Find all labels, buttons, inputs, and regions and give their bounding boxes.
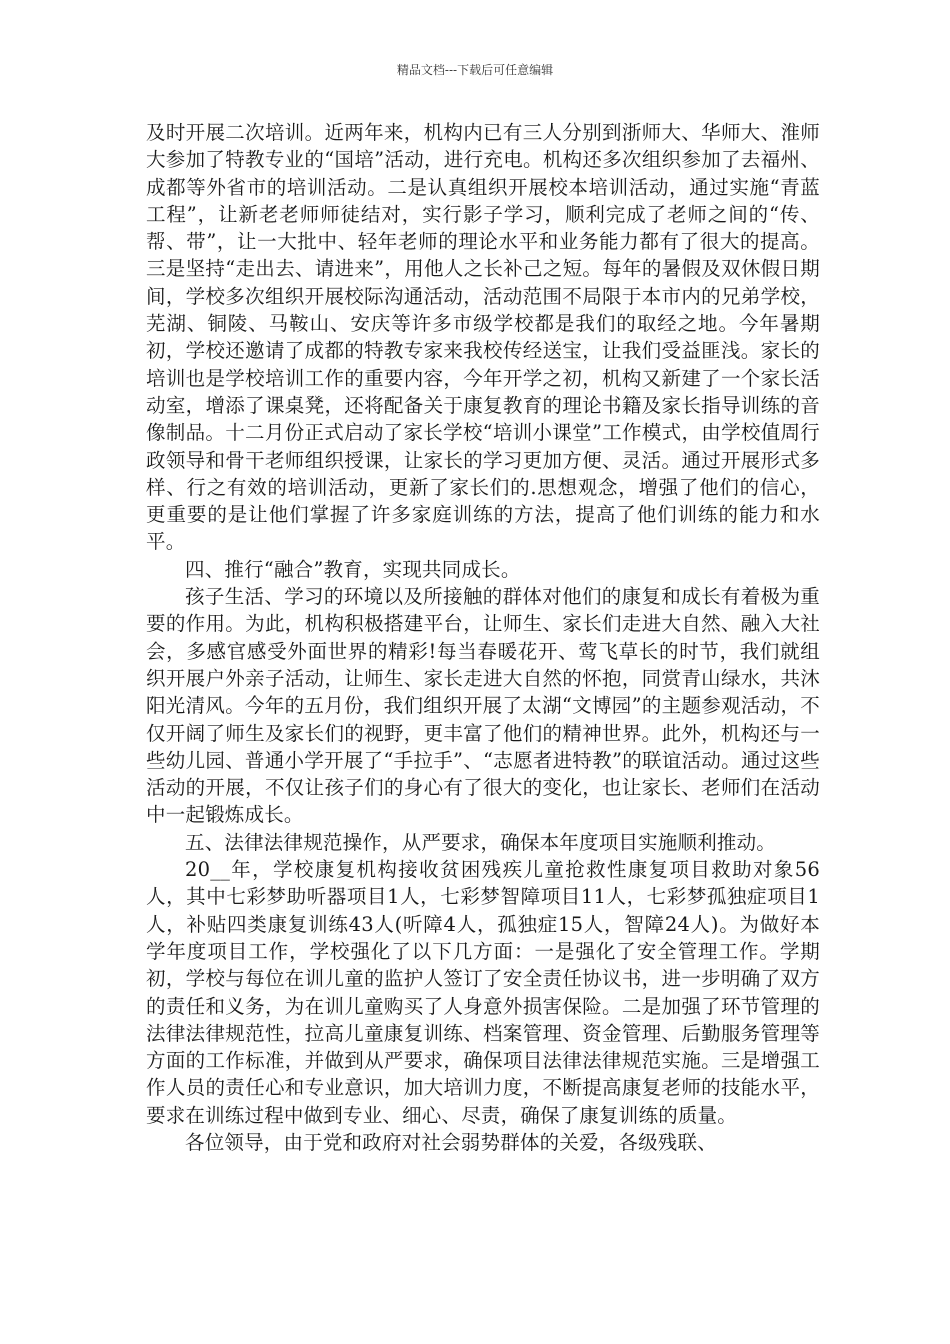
paragraph-project: 20__年，学校康复机构接收贫困残疾儿童抢救性康复项目救助对象56人，其中七彩梦助听器项目1人，七彩梦智障项目11人，七彩梦孤独症项目1人，补贴四类康复训练43人(听障4人，孤独症15人，智障24人)。为做好本学年度项目工作，学校强化了以下几方面：一是强化了安全管理工作。学期初，学校与每位在训儿童的监护人签订了安全责任协议书，进一步明确了双方的责任和义务，为在训儿童购买了人身意外损害保险。二是加强了环节管理的法律法律规范性，拉高儿童康复训练、档案管理、资金管理、后勤服务管理等方面的工作标准，并做到从严要求，确保项目法律法律规范实施。三是增强工作人员的责任心和专业意识，加大培训力度，不断提高康复老师的技能水平，要求在训练过程中做到专业、细心、尽责，确保了康复训练的质量。 (146, 858, 820, 1127)
page-header: 精品文档---下载后可任意编辑 (396, 63, 554, 77)
document-body (146, 119, 820, 1156)
heading-section-four: 四、推行“融合”教育，实现共同成长。 (185, 557, 521, 581)
paragraph-integration: 孩子生活、学习的环境以及所接触的群体对他们的康复和成长有着极为重要的作用。为此，机构积极搭建平台，让师生、家长们走进大自然、融入大社会，多感官感受外面世界的精彩!每当春暖花开、莺飞草长的时节，我们就组织开展户外亲子活动，让师生、家长走进大自然的怀抱，同赏青山绿水，共沐阳光清风。今年的五月份，我们组织开展了太湖“文博园”的主题参观活动，不仅开阔了师生及家长们的视野，更丰富了他们的精神世界。此外，机构还与一些幼儿园、普通小学开展了“手拉手”、“志愿者进特教”的联谊活动。通过这些活动的开展，不仅让孩子们的身心有了很大的变化，也让家长、老师们在活动中一起锻炼成长。 (146, 585, 820, 827)
heading-section-five: 五、法律法律规范操作，从严要求，确保本年度项目实施顺利推动。 (185, 830, 777, 854)
paragraph-training: 及时开展二次培训。近两年来，机构内已有三人分别到浙师大、华师大、淮师大参加了特教专业的“国培”活动，进行充电。机构还多次组织参加了去福州、成都等外省市的培训活动。二是认真组织开展校本培训活动，通过实施“青蓝工程”，让新老老师师徒结对，实行影子学习，顺利完成了老师之间的“传、帮、带”，让一大批中、轻年老师的理论水平和业务能力都有了很大的提高。三是坚持“走出去、请进来”，用他人之长补己之短。每年的暑假及双休假日期间，学校多次组织开展校际沟通活动，活动范围不局限于本市内的兄弟学校，芜湖、铜陵、马鞍山、安庆等许多市级学校都是我们的取经之地。今年暑期初，学校还邀请了成都的特教专家来我校传经送宝，让我们受益匪浅。家长的培训也是学校培训工作的重要内容，今年开学之初，机构又新建了一个家长活动室，增添了课桌凳，还将配备关于康复教育的理论书籍及家长指导训练的音像制品。十二月份正式启动了家长学校“培训小课堂”工作模式，由学校值周行政领导和骨干老师组织授课，让家长的学习更加方便、灵活。通过开展形式多样、行之有效的培训活动，更新了家长们的.思想观念，增强了他们的信心，更重要的是让他们掌握了许多家庭训练的方法，提高了他们训练的能力和水平。 (146, 121, 820, 554)
paragraph-closing: 各位领导，由于党和政府对社会弱势群体的关爱，各级残联、 (185, 1130, 717, 1154)
